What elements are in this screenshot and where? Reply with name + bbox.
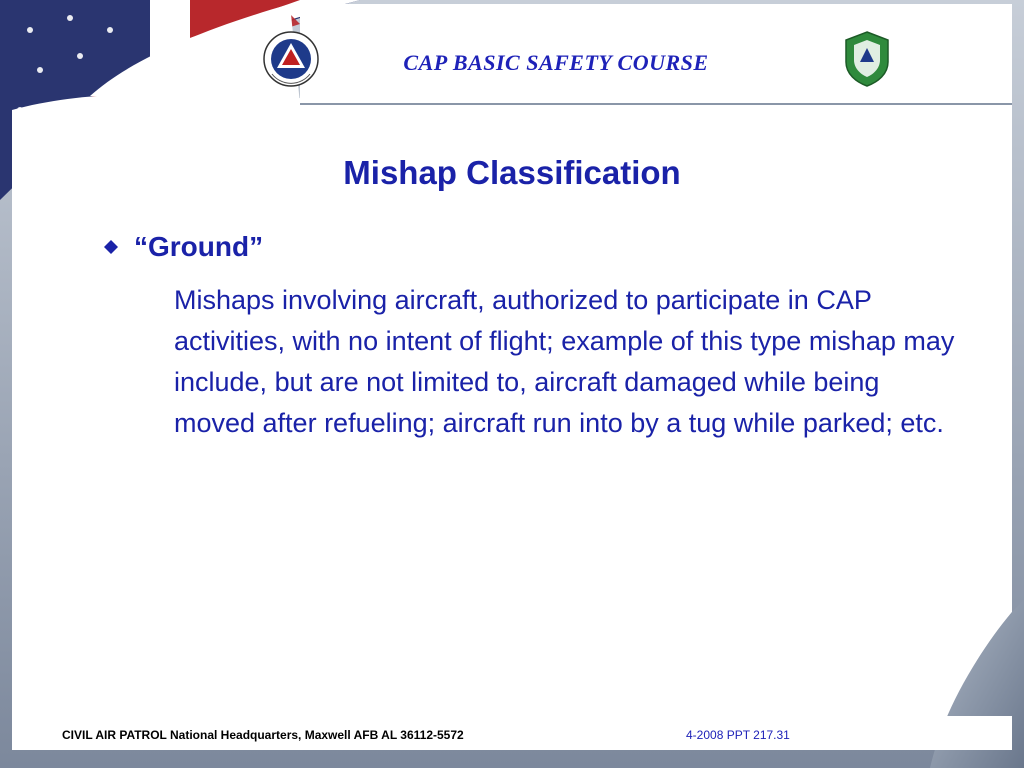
safety-shield-icon bbox=[842, 30, 892, 88]
footer-organization: CIVIL AIR PATROL National Headquarters, Maxwell AFB AL 36112-5572 bbox=[62, 728, 464, 742]
bullet-label: “Ground” bbox=[134, 231, 264, 262]
course-title: CAP BASIC SAFETY COURSE bbox=[403, 50, 709, 75]
civil-air-patrol-seal-icon bbox=[262, 30, 320, 88]
bullet-body-text: Mishaps involving aircraft, authorized to participate in CAP activities, with no intent of flight; example of this type mishap may include, but are not limited to, aircraft damaged while being moved after refueling; aircraft run into by a tug while parked; etc. bbox=[174, 285, 955, 438]
diamond-bullet-icon bbox=[104, 240, 118, 254]
slide-title: Mishap Classification bbox=[343, 154, 681, 191]
footer-version: 4-2008 PPT 217.31 bbox=[686, 728, 790, 742]
